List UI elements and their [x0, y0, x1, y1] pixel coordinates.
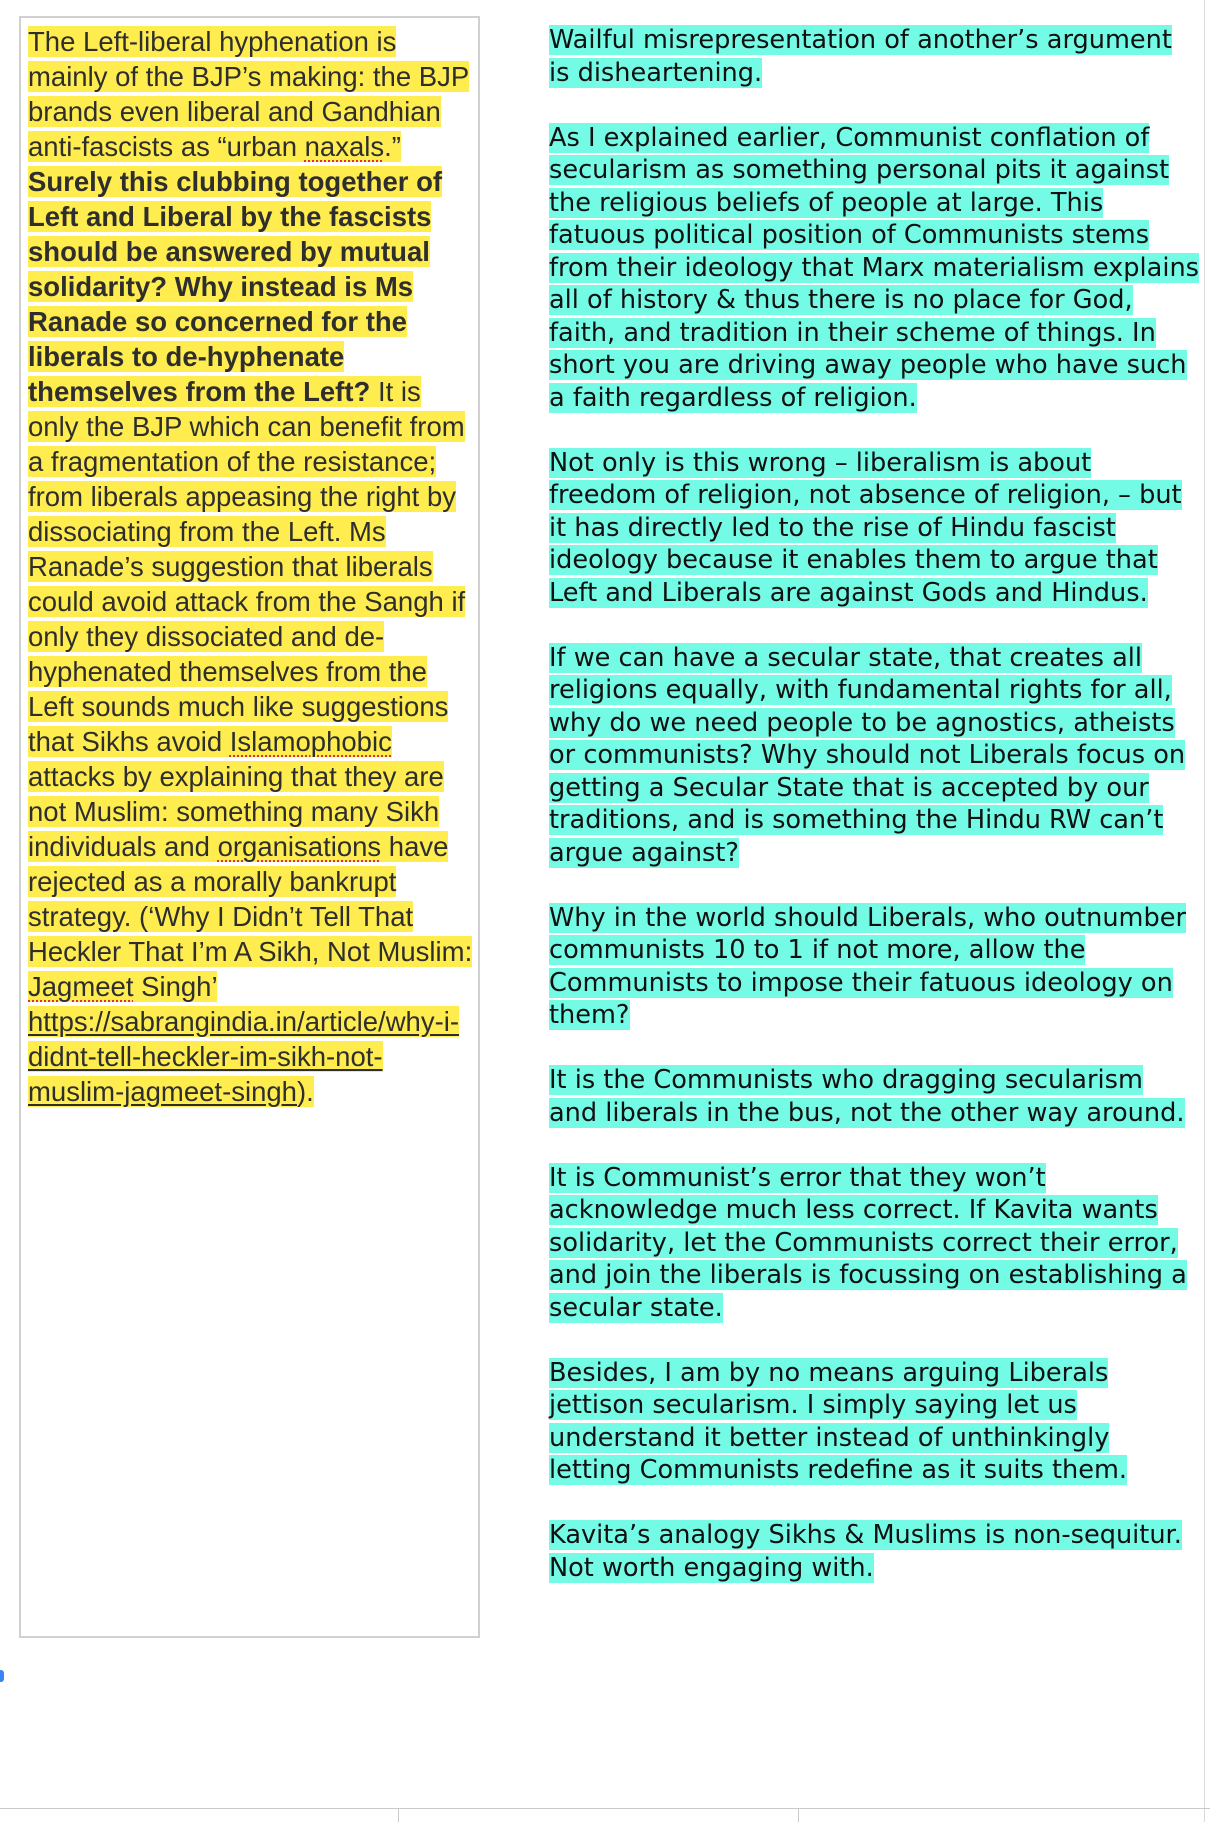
left-text-body: It is only the BJP which can benefit from a fragmentation of the resistance; from liberals appeasing the right by dissociating from the Left. Ms Ranade’s suggestion that liberals could avoid attack from the Sangh if only they dissociated and de-hyphenated themselves from the Left sounds much like suggestions that Sikhs avoid [28, 376, 466, 757]
column-divider [798, 1808, 799, 1822]
reply-paragraph: It is Communist’s error that they won’t acknowledge much less correct. If Kavita wants solidarity, let the Communists correct their error, and join the liberals is focussing on establishing a secular state. [549, 1162, 1187, 1323]
left-text-body-3: have rejected as a morally bankrupt strategy. (‘Why I Didn’t Tell That Heckler That I’m A Sikh, Not Muslim: [28, 831, 473, 967]
left-text-intro: The Left-liberal hyphenation is mainly of the BJP’s making: the BJP brands even liberal and Gandhian anti-fascists as “urban [28, 26, 469, 162]
reply-paragraph: Kavita’s analogy Sikhs & Muslims is non-sequitur. Not worth engaging with. [549, 1520, 1182, 1583]
reply-paragraph: Not only is this wrong – liberalism is about freedom of religion, not absence of religion, – but it has directly led to the rise of Hindu fascist ideology because it enables them to argue that Left and Liberals are against Gods and Hindus. [549, 447, 1182, 608]
spellcheck-word[interactable]: organisations [217, 831, 382, 862]
page-right-border [1204, 0, 1205, 1822]
left-comment-text[interactable] [28, 24, 478, 1109]
spellcheck-word[interactable]: Islamophobic [229, 726, 392, 757]
left-text-closing: ). [296, 1076, 314, 1107]
reply-paragraph: As I explained earlier, Communist conflation of secularism as something personal pits it against the religious beliefs of people at large. This fatuous political position of Communists stems from their ideology that Marx materialism explains all of history & thus there is no place for God, faith, and tradition in their scheme of things. In short you are driving away people who have such a faith regardless of religion. [549, 122, 1200, 413]
cursor-marker [0, 1670, 4, 1682]
reply-paragraph: It is the Communists who dragging secularism and liberals in the bus, not the other way around. [549, 1065, 1185, 1128]
spellcheck-word[interactable]: naxals [304, 131, 385, 162]
reply-paragraph: If we can have a secular state, that creates all religions equally, with fundamental rights for all, why do we need people to be agnostics, atheists or communists? Why should not Liberals focus on getting a Secular State that is accepted by our traditions, and is something the Hindu RW can’t argue against? [549, 642, 1186, 868]
reply-paragraph: Besides, I am by no means arguing Liberals jettison secularism. I simply saying let us understand it better instead of unthinkingly letting Communists redefine as it suits them. [549, 1357, 1128, 1485]
spellcheck-word[interactable]: Jagmeet [28, 971, 134, 1002]
column-divider [398, 1808, 399, 1822]
left-text-body-4: Singh’ [133, 971, 217, 1002]
left-text-body-2: attacks by explaining that they are not Muslim: something many Sikh individuals and [28, 761, 444, 862]
right-reply-column[interactable] [549, 24, 1199, 1617]
article-link[interactable]: https://sabrangindia.in/article/why-i-didnt-tell-heckler-im-sikh-not-muslim-jagmeet-singh [28, 1006, 460, 1107]
reply-paragraph: Why in the world should Liberals, who outnumber communists 10 to 1 if not more, allow the Communists to impose their fatuous ideology on them? [549, 902, 1186, 1030]
table-bottom-rule [0, 1808, 1210, 1809]
left-text-quote-end: .” [384, 131, 401, 162]
left-text-bold-question: Surely this clubbing together of Left and Liberal by the fascists should be answered by mutual solidarity? Why instead is Ms Ranade so concerned for the liberals to de-hyphenate themselves from the Left? [28, 166, 443, 407]
reply-paragraph: Wailful misrepresentation of another’s argument is disheartening. [549, 25, 1172, 88]
